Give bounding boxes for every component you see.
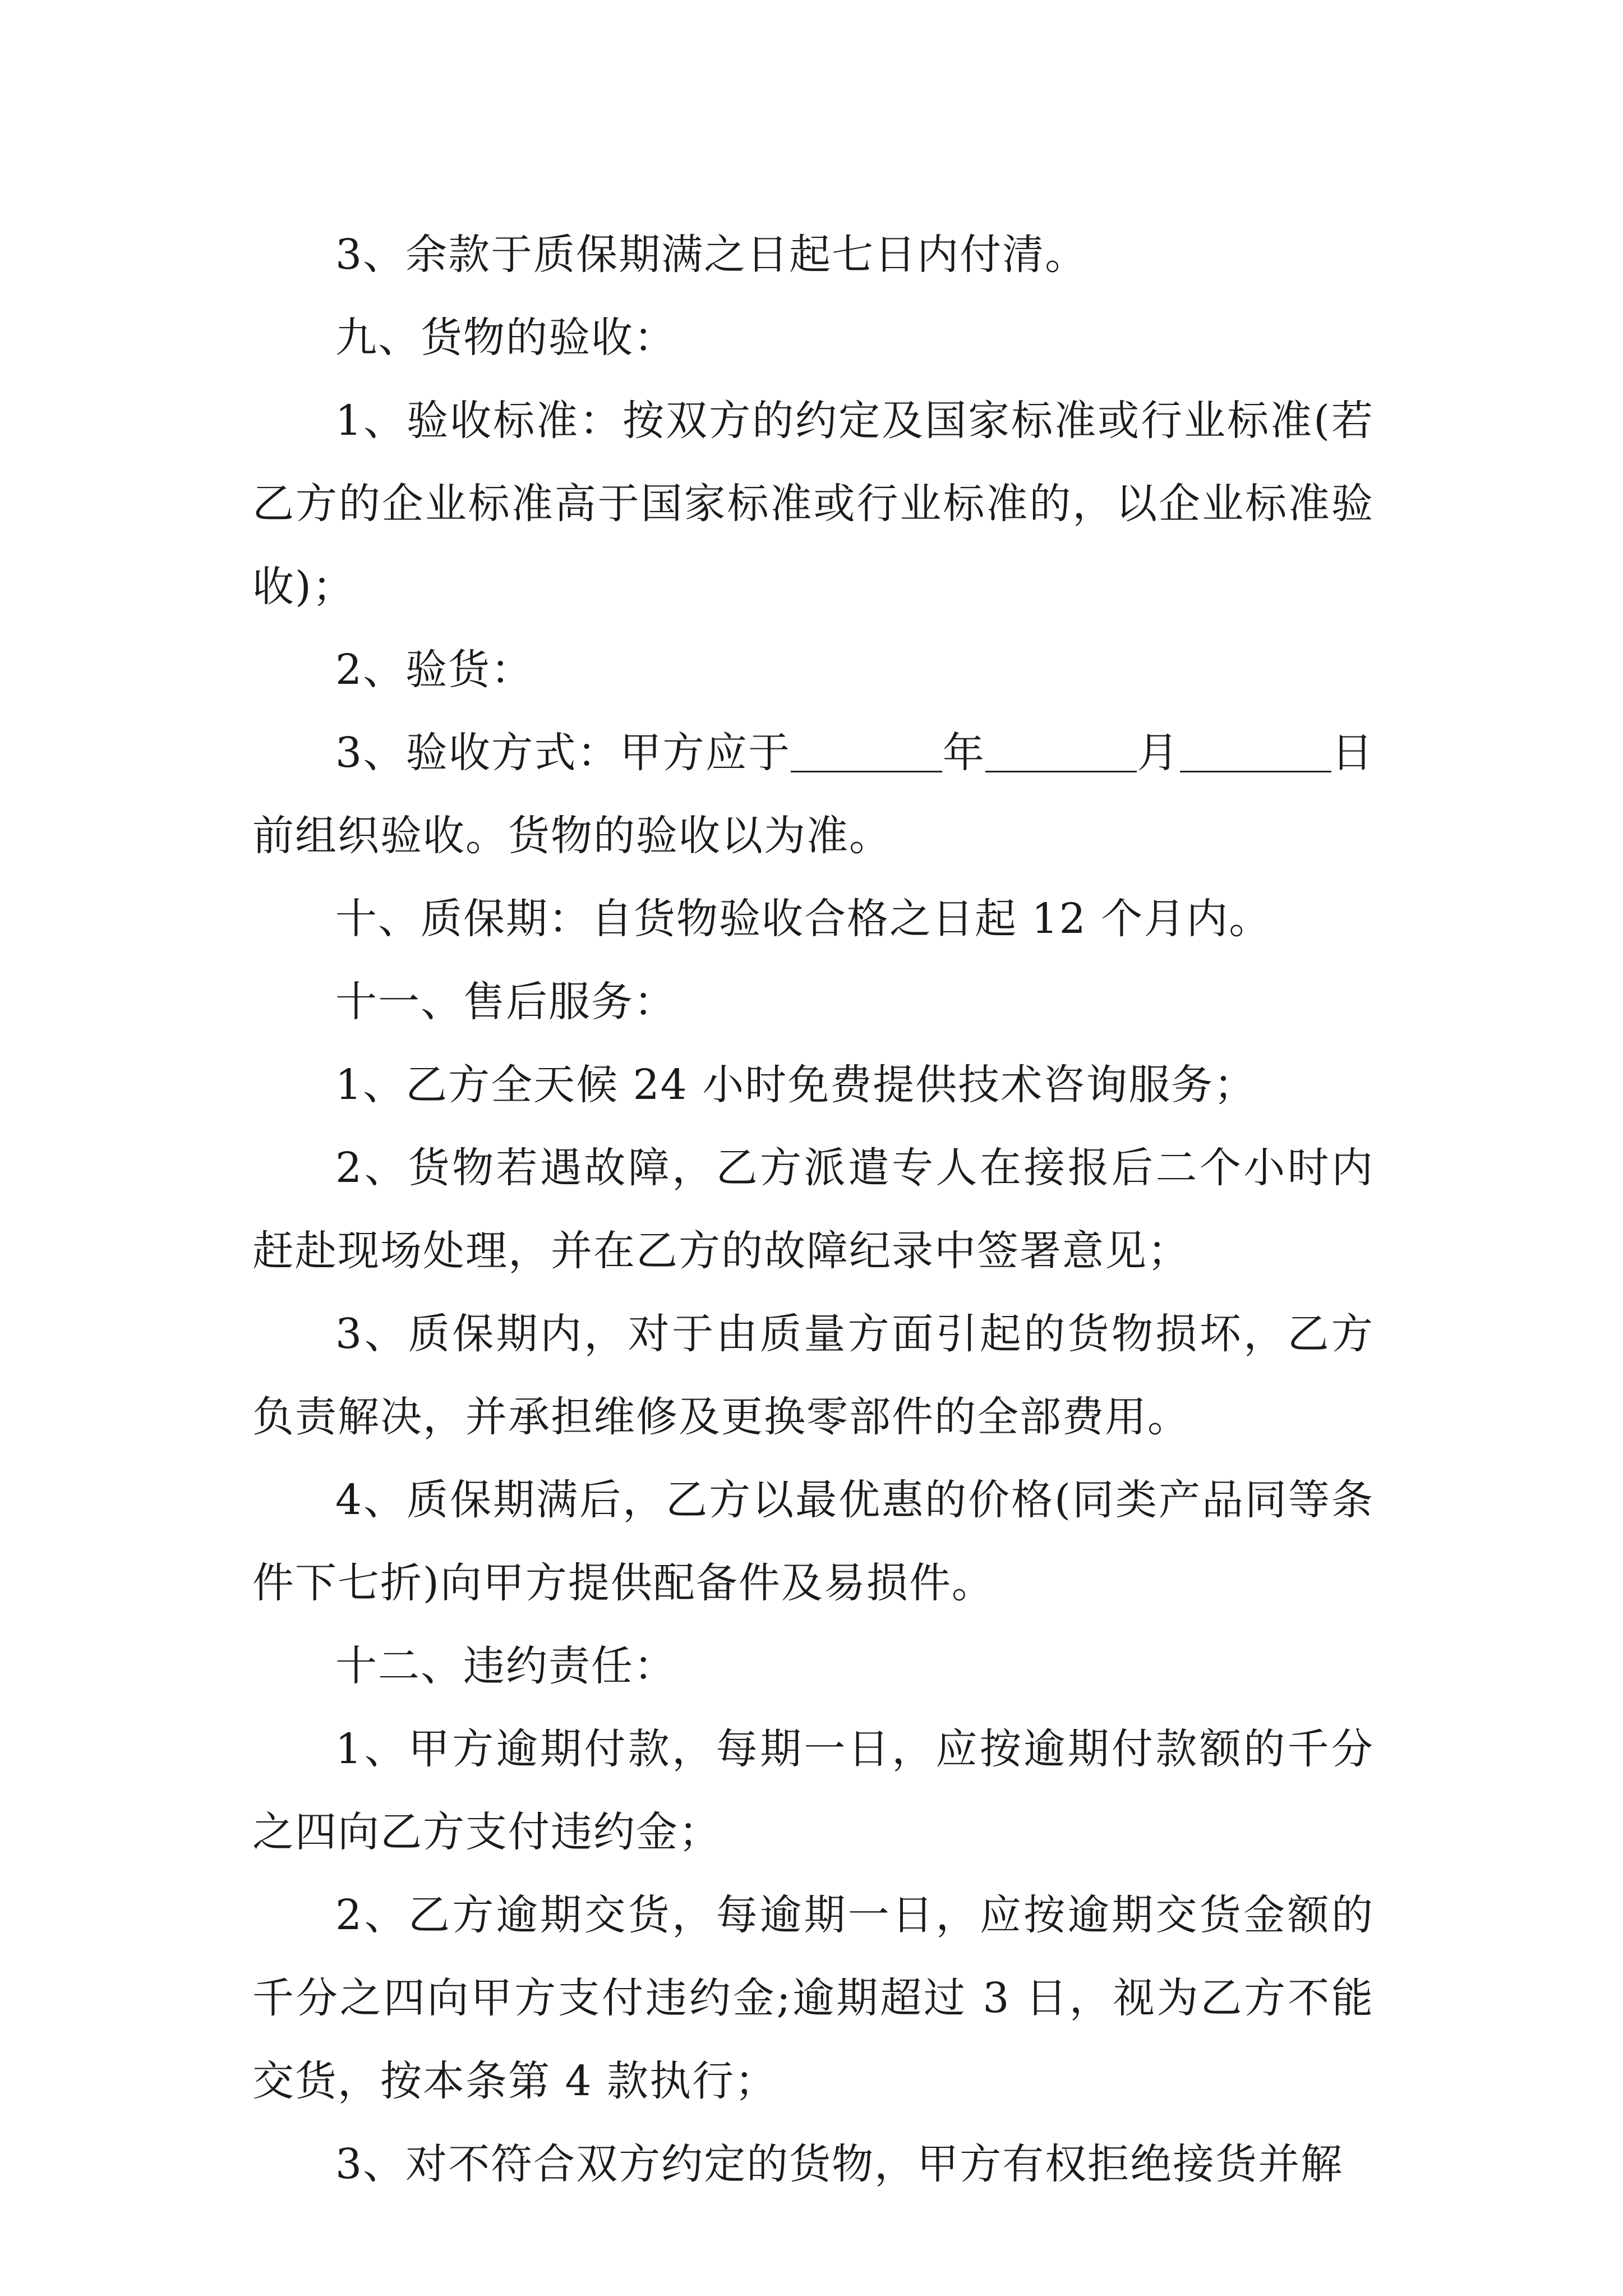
section-heading: 十二、违约责任： [335,1642,676,1690]
paragraph: 2、乙方逾期交货，每逾期一日，应按逾期交货金额的千分之四向甲方支付违约金;逾期超过 3 日，视为乙方不能交货，按本条第 4 款执行； [252,1891,1374,2105]
month-blank [985,731,1137,772]
paragraph: 1、乙方全天候 24 小时免费提供技术咨询服务； [335,1061,1257,1109]
document-page [252,213,1374,2206]
month-label: 月 [1137,729,1180,777]
day-blank [1180,731,1331,772]
acceptance-method-tail: 前组织验收。货物的验收以为准。 [252,812,892,860]
section-heading: 十、质保期：自货物验收合格之日起 12 个月内。 [335,895,1272,943]
paragraph: 3、质保期内，对于由质量方面引起的货物损坏，乙方负责解决，并承担维修及更换零部件的全部费用。 [252,1310,1374,1441]
paragraph: 3、对不符合双方约定的货物，甲方有权拒绝接货并解 [335,2140,1344,2188]
paragraph: 2、货物若遇故障，乙方派遣专人在接报后二个小时内赶赴现场处理，并在乙方的故障纪录中签署意见； [252,1144,1374,1275]
year-blank [791,731,942,772]
day-label: 日 [1331,729,1375,777]
paragraph: 4、质保期满后，乙方以最优惠的价格(同类产品同等条件下七折)向甲方提供配备件及易损件。 [252,1476,1374,1607]
paragraph: 2、验货： [335,646,534,694]
paragraph-acceptance-method [252,711,1374,877]
paragraph: 1、甲方逾期付款，每期一日，应按逾期付款额的千分之四向乙方支付违约金； [252,1725,1374,1856]
acceptance-method-text: 3、验收方式：甲方应于 [335,729,791,777]
section-heading: 九、货物的验收： [335,314,676,362]
paragraph: 1、验收标准：按双方的约定及国家标准或行业标准(若乙方的企业标准高于国家标准或行业标准的，以企业标准验收)； [252,397,1374,611]
year-label: 年 [942,729,986,777]
section-heading: 十一、售后服务： [335,978,676,1026]
paragraph: 3、余款于质保期满之日起七日内付清。 [335,231,1088,279]
